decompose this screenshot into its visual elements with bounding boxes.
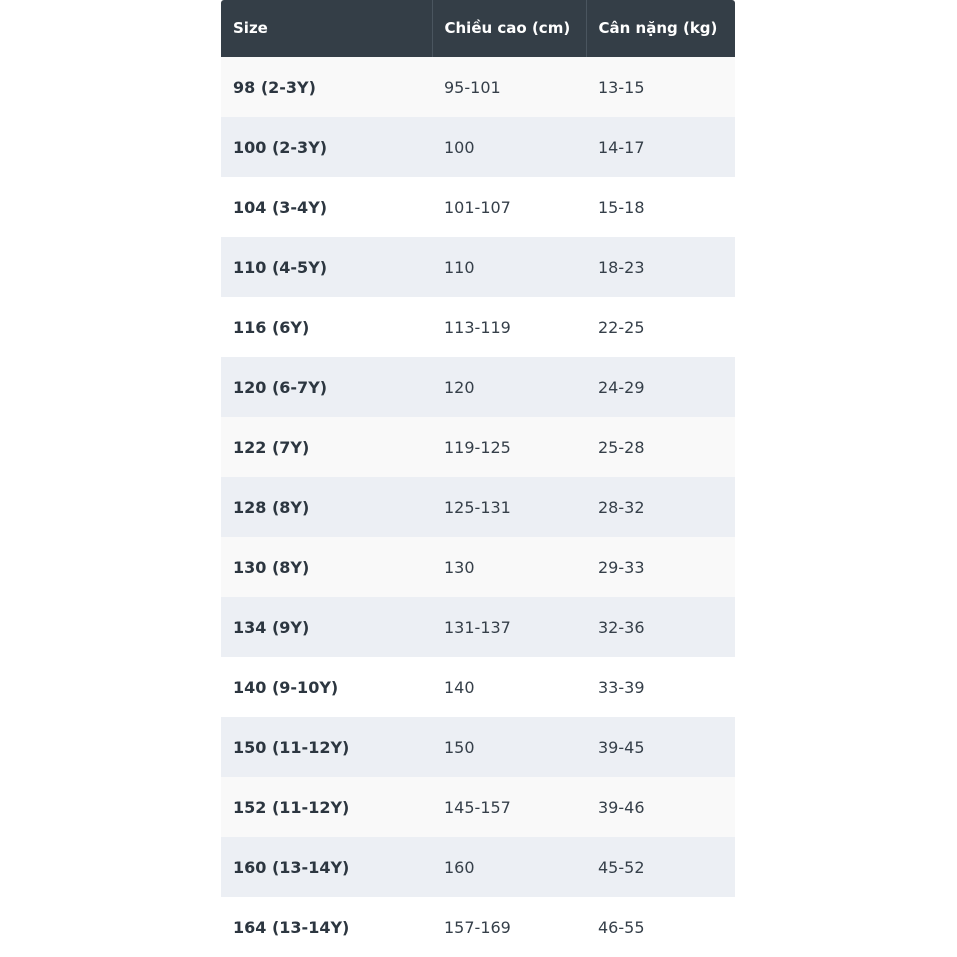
weight-cell: 24-29 [598,377,645,397]
height-cell: 95-101 [444,77,501,97]
header-row [221,0,735,57]
table-row [221,297,735,357]
size-cell: 164 (13-14Y) [233,917,350,937]
size-cell: 100 (2-3Y) [233,137,328,157]
size-cell: 110 (4-5Y) [233,257,328,277]
table-row [221,177,735,237]
weight-cell: 28-32 [598,497,645,517]
table-row [221,417,735,477]
table-body [221,57,735,957]
height-cell: 110 [444,257,475,277]
height-cell: 157-169 [444,917,511,937]
height-cell: 150 [444,737,475,757]
size-chart [221,0,735,957]
table-row [221,357,735,417]
height-cell: 100 [444,137,475,157]
height-cell: 145-157 [444,797,511,817]
weight-cell: 39-45 [598,737,645,757]
weight-cell: 14-17 [598,137,645,157]
weight-cell: 25-28 [598,437,645,457]
height-cell: 130 [444,557,475,577]
size-cell: 150 (11-12Y) [233,737,350,757]
size-cell: 128 (8Y) [233,497,310,517]
height-cell: 120 [444,377,475,397]
table-header [221,0,735,57]
height-cell: 125-131 [444,497,511,517]
height-cell: 140 [444,677,475,697]
weight-cell: 22-25 [598,317,645,337]
weight-cell: 32-36 [598,617,645,637]
size-cell: 122 (7Y) [233,437,310,457]
header-height: Chiều cao (cm) [432,0,586,57]
size-cell: 104 (3-4Y) [233,197,328,217]
weight-cell: 45-52 [598,857,645,877]
table-row [221,537,735,597]
weight-cell: 13-15 [598,77,645,97]
weight-cell: 29-33 [598,557,645,577]
table-row [221,237,735,297]
table-row [221,597,735,657]
weight-cell: 46-55 [598,917,645,937]
weight-cell: 39-46 [598,797,645,817]
size-cell: 120 (6-7Y) [233,377,328,397]
table-row [221,57,735,117]
size-cell: 116 (6Y) [233,317,310,337]
table-row [221,777,735,837]
height-cell: 119-125 [444,437,511,457]
header-weight: Cân nặng (kg) [586,0,735,57]
size-cell: 98 (2-3Y) [233,77,316,97]
size-cell: 134 (9Y) [233,617,310,637]
size-cell: 140 (9-10Y) [233,677,339,697]
table-row [221,837,735,897]
table-row [221,477,735,537]
weight-cell: 18-23 [598,257,645,277]
size-cell: 130 (8Y) [233,557,310,577]
height-cell: 101-107 [444,197,511,217]
size-table [221,0,735,957]
weight-cell: 15-18 [598,197,645,217]
table-row [221,897,735,957]
table-row [221,717,735,777]
height-cell: 160 [444,857,475,877]
weight-cell: 33-39 [598,677,645,697]
table-row [221,117,735,177]
table-row [221,657,735,717]
size-cell: 152 (11-12Y) [233,797,350,817]
height-cell: 113-119 [444,317,511,337]
header-size: Size [233,19,268,37]
height-cell: 131-137 [444,617,511,637]
size-cell: 160 (13-14Y) [233,857,350,877]
